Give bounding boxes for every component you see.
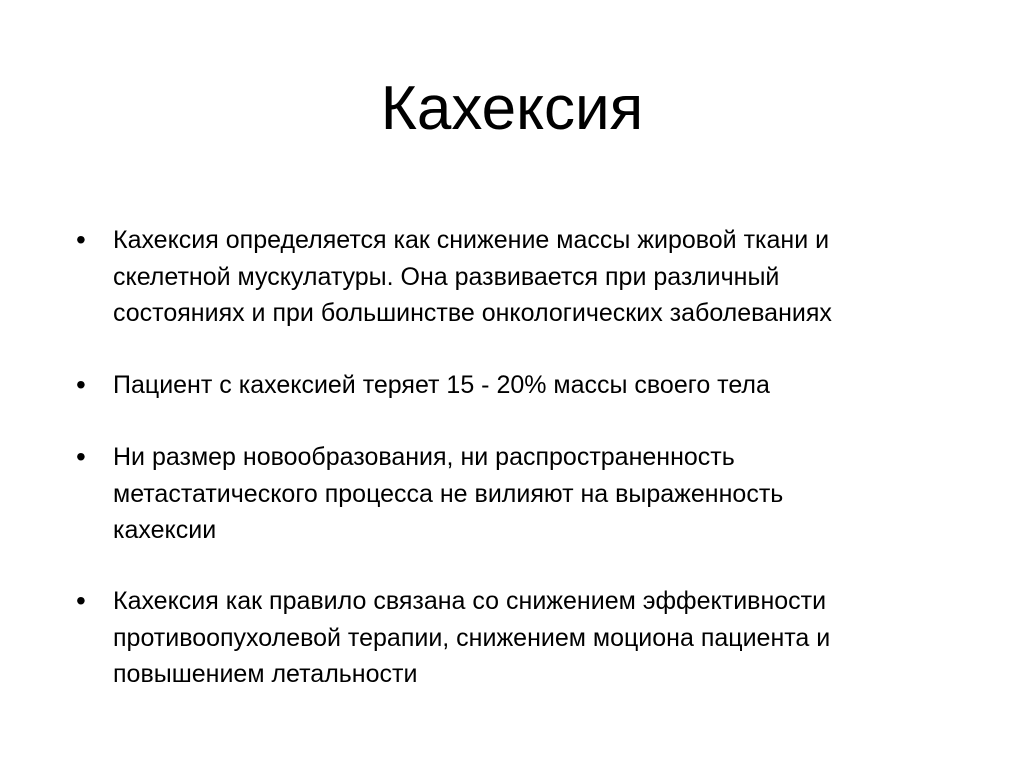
bullet-text <box>113 583 953 693</box>
bullet-line: повышением летальности <box>113 660 418 688</box>
bullet-dot-icon: • <box>76 224 86 255</box>
bullet-line: Ни размер новообразования, ни распространенность <box>113 443 735 471</box>
bullet-line: скелетной мускулатуры. Она развивается при различный <box>113 262 780 291</box>
bullet-dot-icon: • <box>76 369 86 400</box>
bullet-line: противоопухолевой терапии, снижением моциона пациента и <box>113 623 831 652</box>
bullet-text <box>113 367 953 404</box>
bullet-dot-icon: • <box>76 441 86 472</box>
bullet-line: метастатического процесса не вилияют на выраженность <box>113 479 784 508</box>
bullet-dot-icon: • <box>76 585 86 616</box>
bullet-line: кахексии <box>113 516 217 544</box>
bullet-text <box>113 222 953 332</box>
bullet-line: Пациент с кахексией теряет 15 - 20% массы своего тела <box>113 371 770 399</box>
bullet-text <box>113 439 953 549</box>
bullet-line: Кахексия определяется как снижение массы жировой ткани и <box>113 226 830 254</box>
bullet-line: состояниях и при большинстве онкологических заболеваниях <box>113 299 832 327</box>
bullet-line: Кахексия как правило связана со снижением эффективности <box>113 587 827 615</box>
slide-title: Кахексия <box>380 74 644 143</box>
